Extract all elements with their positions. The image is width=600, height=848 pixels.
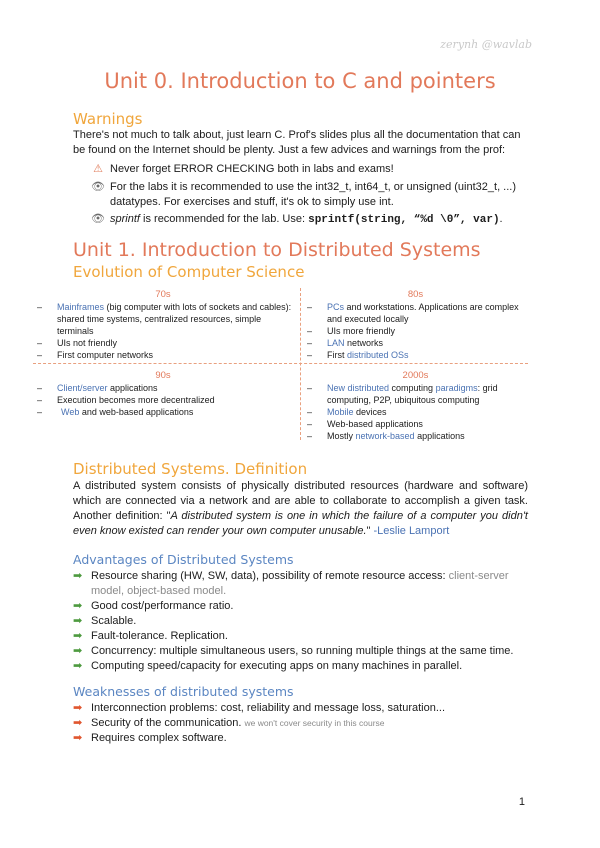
warning-item-1 [90, 162, 530, 177]
sprintf-term: sprintf [110, 213, 140, 225]
sprintf-code: sprintf(string, “%d \0”, var) [308, 214, 500, 226]
warning-item-2 [90, 180, 530, 210]
list-item: – Mobile devices [307, 407, 387, 417]
list-item: – LAN networks [307, 338, 384, 348]
list-item: – UIs not friendly [37, 338, 118, 348]
era-2000s [303, 370, 528, 442]
quote-author: -Leslie Lamport [373, 525, 450, 537]
arrow-right-icon: ➡ [73, 660, 83, 672]
warning-text: Never forget ERROR CHECKING both in labs and exams! [110, 163, 394, 175]
list-item: – PCs and workstations. Applications are complex and executed locally [307, 302, 519, 324]
era-title: 70s [155, 289, 171, 300]
labs-datatypes-text: For the labs it is recommended to use the int32_t, int64_t, or unsigned (uint32_t, ...) datatypes. For exercises and stuff, it's ok to simply use int. [110, 181, 517, 208]
warning-item-3 [90, 212, 530, 228]
arrow-right-icon: ➡ [73, 717, 83, 729]
quote-open: Another definition: " [73, 510, 171, 522]
definition-quote: A distributed system is one in which the failure of a computer you didn't even know existed can render your own computer unusable. [73, 510, 528, 537]
arrow-right-icon: ➡ [73, 570, 83, 582]
list-item: – UIs more friendly [307, 326, 396, 336]
arrow-right-icon: ➡ [73, 702, 83, 714]
arrow-right-icon: ➡ [73, 645, 83, 657]
era-vertical-divider [300, 288, 301, 440]
advantages-list [73, 569, 528, 674]
arrow-right-icon: ➡ [73, 630, 83, 642]
era-80s [303, 289, 528, 361]
list-item: ➡ Computing speed/capacity for executing apps on many machines in parallel. [73, 660, 463, 672]
unit0-title: Unit 0. Introduction to C and pointers [104, 69, 496, 93]
advantages-heading: Advantages of Distributed Systems [73, 552, 294, 567]
arrow-right-icon: ➡ [73, 732, 83, 744]
list-item: ➡ Requires complex software. [73, 732, 227, 744]
era-title: 2000s [402, 370, 429, 381]
arrow-right-icon: ➡ [73, 615, 83, 627]
list-item: – Client/server applications [37, 383, 158, 393]
unit0-intro: There's not much to talk about, just learn C. Prof's slides plus all the documentation that can be found on the Internet should be plenty. Just a few advices and warnings from the prof: [73, 129, 521, 156]
warnings-heading: Warnings [73, 110, 143, 128]
list-item: ➡ Scalable. [73, 615, 137, 627]
unit1-title: Unit 1. Introduction to Distributed Systems [73, 239, 481, 261]
era-90s [33, 370, 293, 418]
list-item: – Execution becomes more decentralized [37, 395, 215, 405]
list-item: ➡ Security of the communication. we won't cover security in this course [73, 717, 385, 729]
list-item: ➡ Concurrency: multiple simultaneous users, so running multiple things at the same time. [73, 645, 514, 657]
list-item: ➡ Interconnection problems: cost, reliability and message loss, saturation... [73, 702, 446, 714]
sprintf-text: is recommended for the lab. Use: [139, 213, 309, 225]
era-horizontal-divider [33, 363, 528, 364]
quote-close: " [366, 525, 374, 537]
list-item: ➡ Resource sharing (HW, SW, data), possibility of remote resource access: client-server model, object-based model. [73, 570, 509, 597]
eye-icon: 👁 [91, 213, 105, 225]
list-item: – Web and web-based applications [37, 407, 194, 417]
list-item: – First distributed OSs [307, 350, 409, 360]
list-item: – Mostly network-based applications [307, 431, 465, 441]
warning-icon: ⚠ [93, 163, 103, 175]
weaknesses-heading: Weaknesses of distributed systems [73, 684, 294, 699]
list-item: ➡ Fault-tolerance. Replication. [73, 630, 228, 642]
list-item: – First computer networks [37, 350, 154, 360]
sprintf-end: . [499, 213, 503, 225]
definition-heading: Distributed Systems. Definition [73, 460, 308, 478]
definition-paragraph [73, 479, 528, 539]
era-title: 80s [407, 289, 424, 300]
list-item: – Web-based applications [307, 419, 423, 429]
page-number: 1 [518, 796, 525, 808]
era-title: 90s [155, 370, 171, 381]
eye-icon: 👁 [91, 181, 105, 193]
era-70s [33, 289, 293, 361]
weaknesses-list [73, 701, 528, 746]
watermark: zerynh @wavlab [440, 38, 532, 51]
list-item: – Mainframes (big computer with lots of sockets and cables): shared time systems, centralized resources, simple terminals [37, 302, 292, 336]
list-item: – New distributed computing paradigms: grid computing, P2P, ubiquitous computing [307, 383, 498, 405]
evolution-heading: Evolution of Computer Science [73, 263, 305, 281]
arrow-right-icon: ➡ [73, 600, 83, 612]
definition-text: A distributed system consists of physically distributed resources (hardware and software) which are connected via a network and are able to collaborate to accomplish a given task. [73, 480, 528, 507]
list-item: ➡ Good cost/performance ratio. [73, 600, 234, 612]
